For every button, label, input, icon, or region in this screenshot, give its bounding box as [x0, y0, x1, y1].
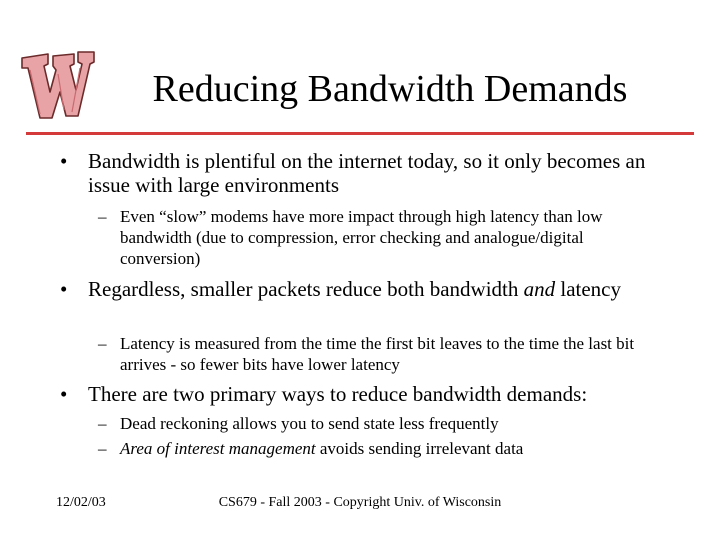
- sub-bullet-text: Even “slow” modems have more impact through high latency than low bandwidth (due to compression, error checking and analogue/digital conversion): [120, 207, 603, 268]
- bullet-mark: •: [60, 277, 68, 301]
- sub-bullet-text: Dead reckoning allows you to send state less frequently: [120, 414, 499, 433]
- sub-bullet-item: [98, 333, 678, 375]
- bullet-item: [60, 277, 660, 301]
- sub-bullet-item: [98, 206, 668, 269]
- sub-bullet-mark: –: [98, 414, 107, 433]
- sub-bullet-mark: –: [98, 439, 107, 458]
- slide-title: Reducing Bandwidth Demands: [152, 68, 628, 110]
- sub-bullet-text: Latency is measured from the time the first bit leaves to the time the last bit arrives - so fewer bits have lower latency: [120, 334, 635, 374]
- sub-bullet-text-part: avoids sending irrelevant data: [315, 439, 524, 458]
- title-divider: [26, 132, 694, 135]
- footer-copyright: CS679 - Fall 2003 - Copyright Univ. of Wisconsin: [218, 495, 502, 510]
- bullet-text: There are two primary ways to reduce bandwidth demands:: [88, 382, 588, 406]
- sub-bullet-text: [120, 438, 678, 459]
- sub-bullet-item: [98, 438, 678, 459]
- bullet-text-part: latency: [555, 277, 622, 301]
- sub-bullet-item: [98, 413, 678, 434]
- bullet-mark: •: [60, 149, 68, 173]
- bullet-item: [60, 382, 680, 406]
- uw-w-logo-icon: [18, 44, 96, 124]
- bullet-text-part: Regardless, smaller packets reduce both bandwidth: [88, 277, 524, 301]
- footer-date: 12/02/03: [56, 495, 106, 510]
- bullet-text-emphasis: and: [523, 277, 556, 301]
- sub-bullet-mark: –: [98, 334, 107, 353]
- bullet-text: [88, 277, 660, 301]
- sub-bullet-emphasis: Area of interest management: [120, 439, 316, 458]
- sub-bullet-mark: –: [98, 207, 107, 226]
- bullet-item: [60, 149, 660, 197]
- bullet-mark: •: [60, 382, 68, 406]
- bullet-text: Bandwidth is plentiful on the internet today, so it only becomes an issue with large environments: [88, 149, 646, 197]
